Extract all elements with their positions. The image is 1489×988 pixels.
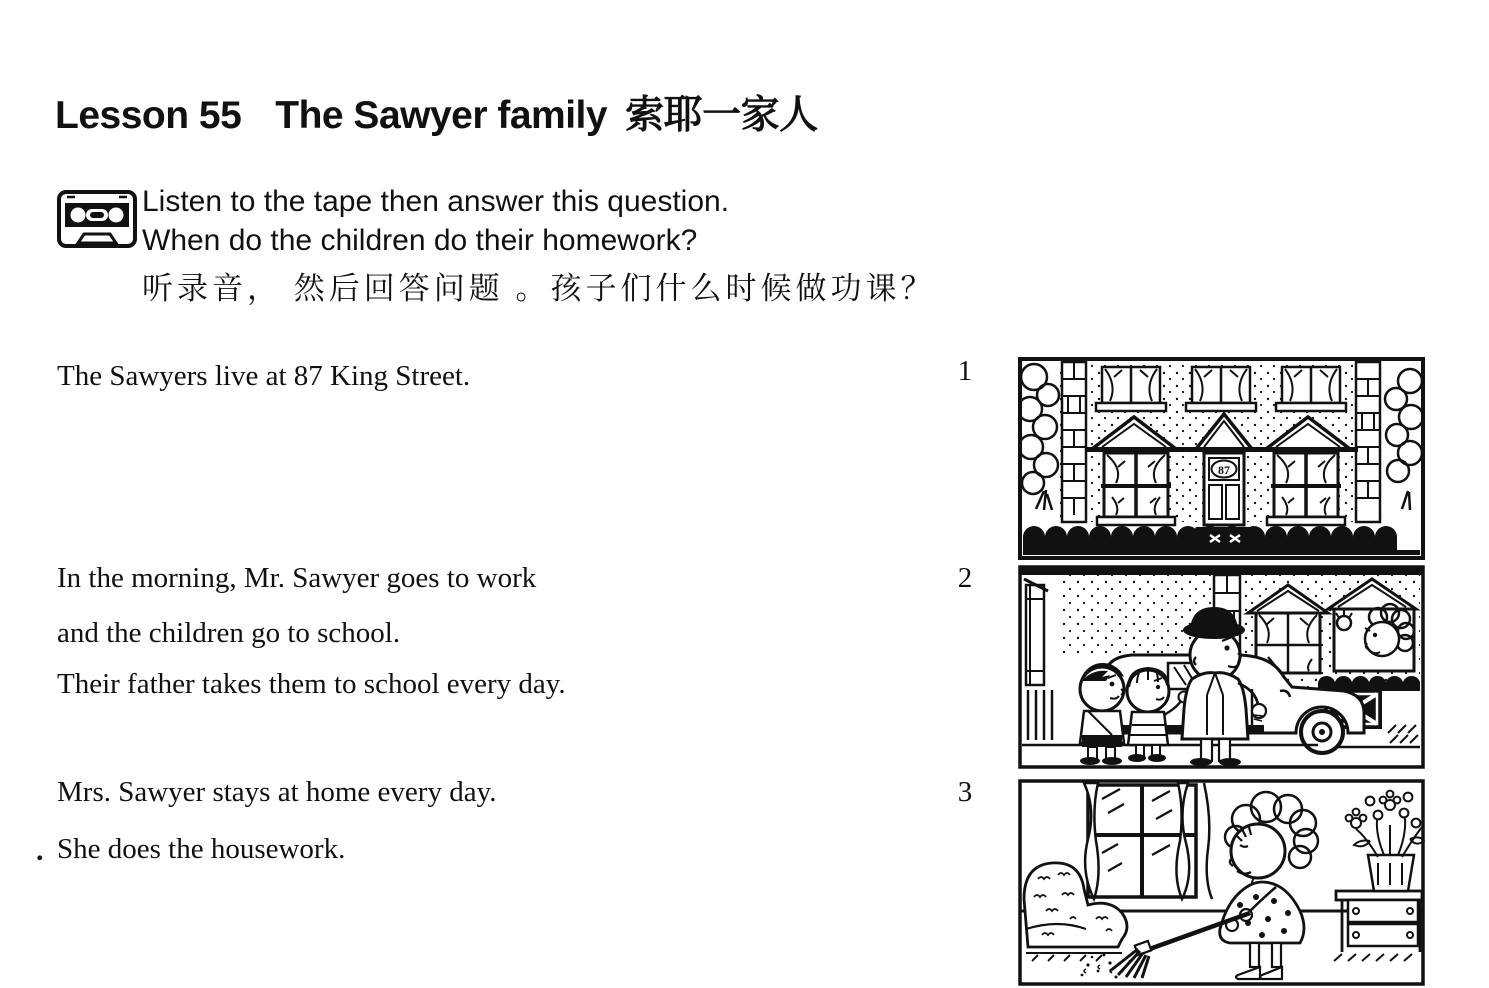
- passage-3-line-2: She does the housework.: [57, 833, 346, 865]
- passage-1-number: 1: [957, 355, 973, 387]
- passage-2-line-1: In the morning, Mr. Sawyer goes to work: [57, 562, 537, 594]
- lesson-title-en: The Sawyer family: [275, 94, 608, 137]
- page-title: [55, 84, 818, 140]
- stray-printing-mark: .: [36, 834, 44, 867]
- lesson-number: Lesson 55: [55, 94, 242, 137]
- front-hedge: [1023, 526, 1420, 555]
- instruction-line-1: Listen to the tape then answer this question.: [142, 185, 730, 218]
- passage-3-text: [57, 776, 496, 866]
- instruction-line-2: When do the children do their homework?: [142, 224, 698, 257]
- illustration-house-front: [1018, 357, 1425, 560]
- living-room-window: [1084, 783, 1212, 899]
- passage-2-text: [57, 562, 566, 701]
- lesson-title-zh: 索耶一家人: [625, 94, 818, 137]
- passage-1-text: The Sawyers live at 87 King Street.: [57, 360, 471, 392]
- passage-3-line-1: Mrs. Sawyer stays at home every day.: [57, 776, 497, 808]
- upper-windows: [1096, 367, 1346, 411]
- front-door: [1204, 453, 1244, 525]
- passage-2-line-2: and the children go to school.: [57, 617, 401, 649]
- door-number: 87: [1218, 463, 1230, 477]
- passage-2-line-3: Their father takes them to school every day.: [57, 668, 566, 700]
- illustration-going-to-school: [1018, 565, 1425, 769]
- instruction-line-chinese: 听录音， 然后回答问题 。孩子们什么时候做功课？: [142, 271, 936, 306]
- passage-2-number: 2: [957, 562, 973, 594]
- illustration-housework: [1018, 779, 1425, 986]
- cassette-tape-icon: [57, 190, 137, 253]
- passage-3-number: 3: [957, 776, 973, 808]
